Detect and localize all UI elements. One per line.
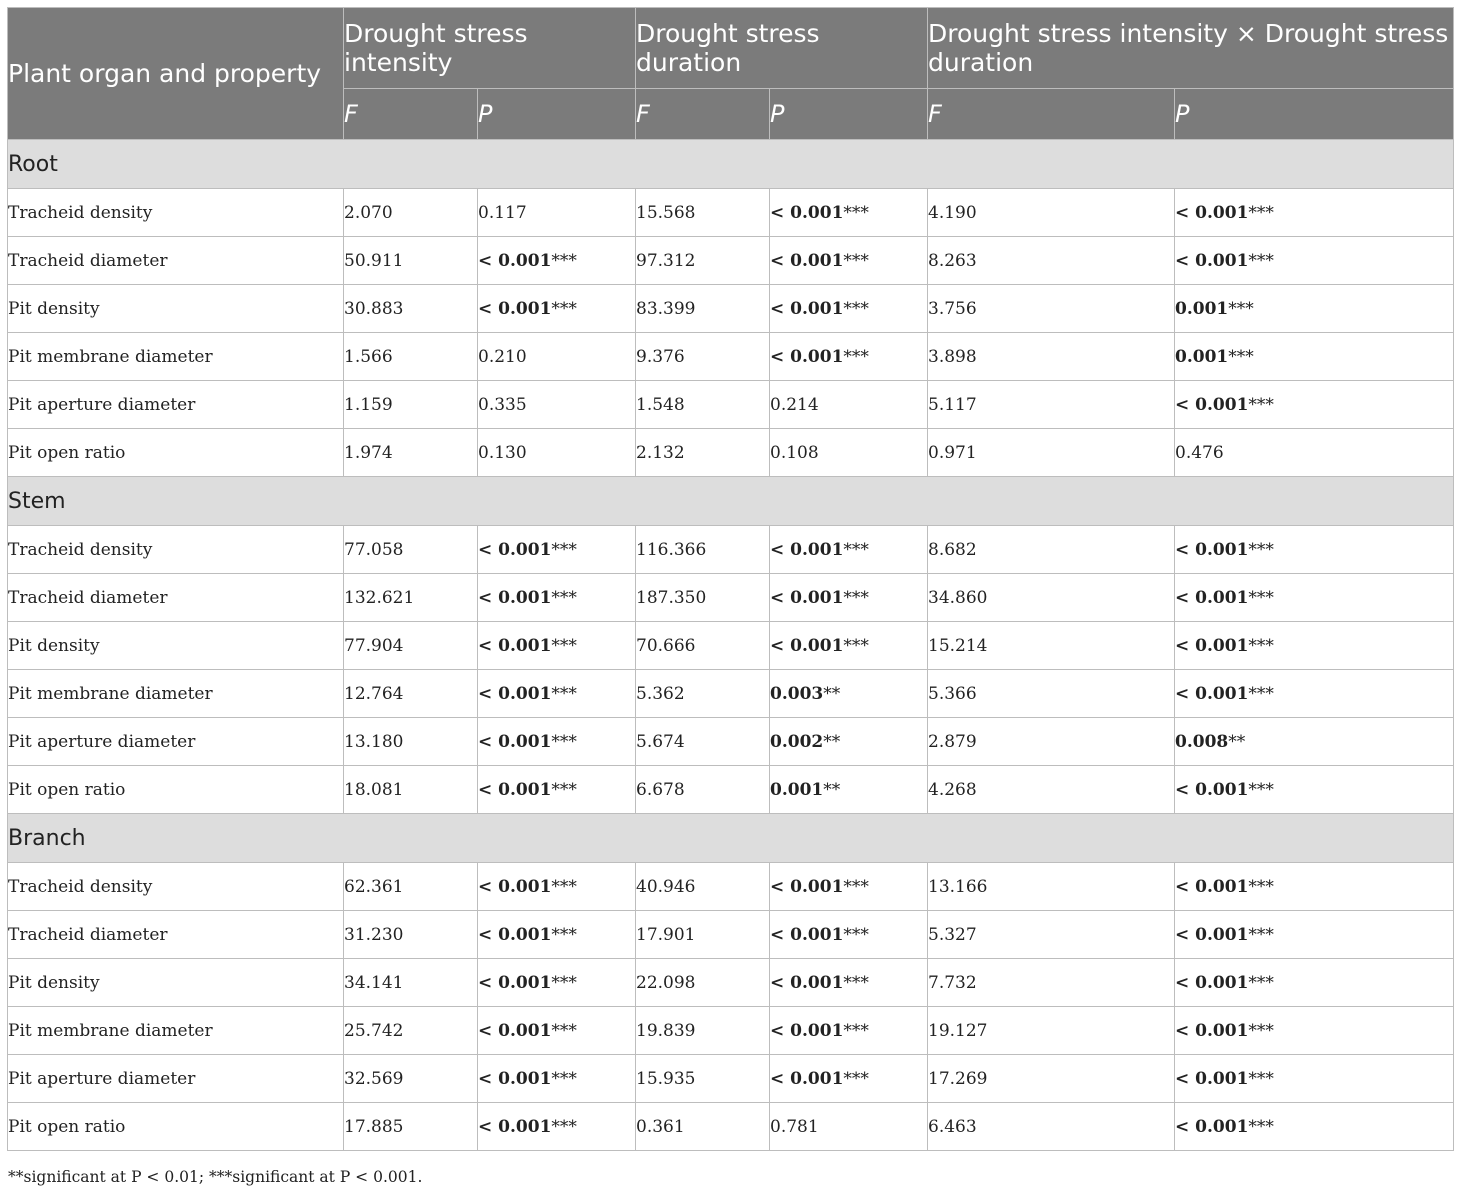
property-cell: Pit open ratio [8, 429, 344, 477]
p-value-cell [1175, 863, 1454, 911]
p-value-cell [1175, 766, 1454, 814]
f-value-cell: 8.263 [928, 237, 1175, 285]
p-value-cell [478, 189, 636, 237]
p-value-cell [770, 718, 928, 766]
p-value: 0.130 [478, 442, 527, 463]
p-value-cell [770, 1055, 928, 1103]
property-cell: Pit density [8, 959, 344, 1007]
f-value-cell: 34.141 [344, 959, 478, 1007]
p-value: < 0.001 [770, 924, 844, 945]
p-value-cell [1175, 333, 1454, 381]
p-value-cell [478, 285, 636, 333]
organ-group-label: Stem [8, 477, 1454, 526]
significance-marker: *** [1248, 394, 1274, 415]
p-value-cell [770, 574, 928, 622]
p-value: 0.335 [478, 394, 527, 415]
f-value-cell: 19.839 [636, 1007, 770, 1055]
interaction-header: Drought stress intensity × Drought stress duration [928, 8, 1454, 89]
table-row [8, 1007, 1454, 1055]
f-value-cell: 17.885 [344, 1103, 478, 1151]
significance-marker: *** [1248, 972, 1274, 993]
property-cell: Tracheid density [8, 526, 344, 574]
significance-marker: *** [843, 298, 869, 319]
significance-marker: *** [551, 1068, 577, 1089]
p-value-cell [1175, 1007, 1454, 1055]
significance-marker: *** [551, 1020, 577, 1041]
table-row [8, 1103, 1454, 1151]
significance-marker: *** [843, 635, 869, 656]
organ-column-header: Plant organ and property [8, 8, 344, 140]
p-value: < 0.001 [770, 539, 844, 560]
p-value: < 0.001 [478, 1020, 552, 1041]
f-value-cell: 5.366 [928, 670, 1175, 718]
f-value-cell: 1.974 [344, 429, 478, 477]
p-value: < 0.001 [770, 972, 844, 993]
p-value-cell [478, 718, 636, 766]
p-value-cell [770, 959, 928, 1007]
property-cell: Pit membrane diameter [8, 670, 344, 718]
f-value-cell: 5.362 [636, 670, 770, 718]
p-value-cell [478, 766, 636, 814]
p-value: 0.001 [1175, 346, 1229, 367]
p-value: 0.117 [478, 202, 527, 223]
property-cell: Pit open ratio [8, 766, 344, 814]
significance-marker: *** [551, 779, 577, 800]
p-value-cell [770, 285, 928, 333]
p-value: 0.781 [770, 1116, 819, 1137]
p-value-cell [770, 526, 928, 574]
table-row [8, 189, 1454, 237]
p-value: < 0.001 [478, 924, 552, 945]
p-value: < 0.001 [770, 876, 844, 897]
intensity-header: Drought stress intensity [344, 8, 636, 89]
f-value-cell: 132.621 [344, 574, 478, 622]
f-value-cell: 9.376 [636, 333, 770, 381]
p-value: 0.008 [1175, 731, 1229, 752]
p-value: 0.002 [770, 731, 824, 752]
significance-marker: ** [823, 779, 841, 800]
significance-marker: *** [843, 250, 869, 271]
p-value: < 0.001 [770, 202, 844, 223]
property-cell: Tracheid diameter [8, 911, 344, 959]
organ-group-row [8, 140, 1454, 189]
significance-marker: *** [843, 876, 869, 897]
p-value: < 0.001 [478, 876, 552, 897]
f-value-cell: 2.132 [636, 429, 770, 477]
f-value-cell: 3.898 [928, 333, 1175, 381]
f-value-cell: 5.117 [928, 381, 1175, 429]
f-value-cell: 13.166 [928, 863, 1175, 911]
p-value-cell [478, 526, 636, 574]
significance-marker: *** [1248, 1068, 1274, 1089]
f-value-cell: 77.058 [344, 526, 478, 574]
significance-marker: *** [551, 539, 577, 560]
f-value-cell: 2.070 [344, 189, 478, 237]
p-value-cell [770, 381, 928, 429]
p-value-cell [478, 574, 636, 622]
significance-marker: *** [551, 298, 577, 319]
p-value-cell [478, 1055, 636, 1103]
p-value-cell [478, 622, 636, 670]
significance-marker: *** [551, 972, 577, 993]
p-value-cell [1175, 237, 1454, 285]
significance-marker: *** [843, 1068, 869, 1089]
f-value-cell: 5.674 [636, 718, 770, 766]
p-value-cell [478, 911, 636, 959]
f-value-cell: 15.935 [636, 1055, 770, 1103]
f-header: F [636, 89, 770, 140]
f-value-cell: 12.764 [344, 670, 478, 718]
p-value-cell [770, 1007, 928, 1055]
f-value-cell: 0.971 [928, 429, 1175, 477]
significance-marker: *** [551, 876, 577, 897]
p-value: < 0.001 [770, 635, 844, 656]
p-value-cell [1175, 911, 1454, 959]
property-cell: Tracheid diameter [8, 574, 344, 622]
significance-marker: *** [1248, 250, 1274, 271]
property-cell: Pit aperture diameter [8, 1055, 344, 1103]
p-value-cell [1175, 381, 1454, 429]
property-cell: Tracheid diameter [8, 237, 344, 285]
organ-group-label: Branch [8, 814, 1454, 863]
f-value-cell: 15.214 [928, 622, 1175, 670]
p-value: 0.214 [770, 394, 819, 415]
p-value: < 0.001 [478, 250, 552, 271]
f-value-cell: 15.568 [636, 189, 770, 237]
p-value: < 0.001 [478, 1068, 552, 1089]
f-value-cell: 17.901 [636, 911, 770, 959]
p-value: < 0.001 [478, 298, 552, 319]
p-value-cell [770, 863, 928, 911]
f-value-cell: 62.361 [344, 863, 478, 911]
significance-marker: *** [551, 250, 577, 271]
table-footnote: **significant at P < 0.01; ***significant at P < 0.001. [8, 1168, 423, 1186]
significance-marker: *** [1248, 635, 1274, 656]
f-header: F [344, 89, 478, 140]
f-value-cell: 1.566 [344, 333, 478, 381]
p-value: < 0.001 [1175, 539, 1249, 560]
f-value-cell: 34.860 [928, 574, 1175, 622]
significance-marker: *** [843, 539, 869, 560]
f-value-cell: 0.361 [636, 1103, 770, 1151]
f-value-cell: 30.883 [344, 285, 478, 333]
f-value-cell: 8.682 [928, 526, 1175, 574]
table-row [8, 333, 1454, 381]
p-header: P [770, 89, 928, 140]
p-value: < 0.001 [478, 539, 552, 560]
p-value-cell [1175, 622, 1454, 670]
p-value-cell [1175, 574, 1454, 622]
significance-marker: ** [823, 731, 841, 752]
p-value: < 0.001 [1175, 1020, 1249, 1041]
significance-marker: *** [1248, 1020, 1274, 1041]
table-row [8, 237, 1454, 285]
property-cell: Pit open ratio [8, 1103, 344, 1151]
significance-marker: *** [843, 587, 869, 608]
p-value: 0.003 [770, 683, 824, 704]
p-value: < 0.001 [1175, 779, 1249, 800]
table-row [8, 670, 1454, 718]
significance-marker: *** [551, 635, 577, 656]
f-value-cell: 25.742 [344, 1007, 478, 1055]
significance-marker: *** [1228, 346, 1254, 367]
significance-marker: *** [551, 1116, 577, 1137]
p-value-cell [478, 1103, 636, 1151]
p-value: 0.001 [1175, 298, 1229, 319]
p-value: < 0.001 [1175, 1068, 1249, 1089]
f-value-cell: 83.399 [636, 285, 770, 333]
f-value-cell: 31.230 [344, 911, 478, 959]
f-value-cell: 1.159 [344, 381, 478, 429]
f-value-cell: 40.946 [636, 863, 770, 911]
p-value: < 0.001 [770, 1020, 844, 1041]
p-value: < 0.001 [770, 587, 844, 608]
p-value-cell [770, 766, 928, 814]
p-value: < 0.001 [1175, 587, 1249, 608]
significance-marker: *** [1248, 683, 1274, 704]
organ-group-row [8, 477, 1454, 526]
p-value-cell [770, 237, 928, 285]
table-row [8, 766, 1454, 814]
p-value-cell [770, 1103, 928, 1151]
p-value-cell [770, 911, 928, 959]
significance-marker: *** [551, 731, 577, 752]
p-value: < 0.001 [1175, 635, 1249, 656]
table-row [8, 574, 1454, 622]
significance-marker: *** [1228, 298, 1254, 319]
p-value: < 0.001 [478, 731, 552, 752]
p-value-cell [478, 381, 636, 429]
f-value-cell: 4.190 [928, 189, 1175, 237]
p-header: P [1175, 89, 1454, 140]
p-value-cell [770, 622, 928, 670]
p-value-cell [478, 237, 636, 285]
significance-marker: *** [1248, 779, 1274, 800]
p-value: < 0.001 [1175, 972, 1249, 993]
p-value-cell [770, 670, 928, 718]
p-value: < 0.001 [1175, 1116, 1249, 1137]
p-value-cell [478, 1007, 636, 1055]
p-value: < 0.001 [478, 683, 552, 704]
p-value: < 0.001 [478, 635, 552, 656]
f-value-cell: 1.548 [636, 381, 770, 429]
p-value-cell [1175, 1055, 1454, 1103]
table-row [8, 381, 1454, 429]
f-value-cell: 3.756 [928, 285, 1175, 333]
table-row [8, 526, 1454, 574]
p-value: < 0.001 [478, 779, 552, 800]
significance-marker: *** [551, 587, 577, 608]
organ-group-label: Root [8, 140, 1454, 189]
table-row [8, 1055, 1454, 1103]
significance-marker: *** [843, 924, 869, 945]
p-value: < 0.001 [1175, 683, 1249, 704]
significance-marker: *** [1248, 539, 1274, 560]
property-cell: Tracheid density [8, 863, 344, 911]
p-value: < 0.001 [770, 1068, 844, 1089]
p-value: 0.001 [770, 779, 824, 800]
table-row [8, 718, 1454, 766]
f-value-cell: 7.732 [928, 959, 1175, 1007]
p-value-cell [1175, 959, 1454, 1007]
f-value-cell: 70.666 [636, 622, 770, 670]
significance-marker: *** [843, 202, 869, 223]
p-value-cell [478, 670, 636, 718]
property-cell: Tracheid density [8, 189, 344, 237]
table-row [8, 959, 1454, 1007]
f-value-cell: 32.569 [344, 1055, 478, 1103]
table-row [8, 622, 1454, 670]
duration-header: Drought stress duration [636, 8, 928, 89]
p-value-cell [1175, 670, 1454, 718]
p-value-cell [478, 863, 636, 911]
significance-marker: ** [823, 683, 841, 704]
f-value-cell: 116.366 [636, 526, 770, 574]
f-value-cell: 22.098 [636, 959, 770, 1007]
p-value-cell [1175, 718, 1454, 766]
p-value: < 0.001 [1175, 250, 1249, 271]
f-value-cell: 18.081 [344, 766, 478, 814]
p-header: P [478, 89, 636, 140]
p-value: < 0.001 [478, 1116, 552, 1137]
p-value-cell [770, 333, 928, 381]
p-value: 0.210 [478, 346, 527, 367]
p-value-cell [478, 333, 636, 381]
p-value: < 0.001 [478, 587, 552, 608]
p-value: 0.108 [770, 442, 819, 463]
f-value-cell: 6.463 [928, 1103, 1175, 1151]
p-value: < 0.001 [1175, 876, 1249, 897]
p-value: < 0.001 [478, 972, 552, 993]
significance-marker: *** [551, 924, 577, 945]
table-row [8, 863, 1454, 911]
p-value: < 0.001 [1175, 924, 1249, 945]
f-value-cell: 5.327 [928, 911, 1175, 959]
property-cell: Pit membrane diameter [8, 333, 344, 381]
p-value: < 0.001 [770, 346, 844, 367]
significance-marker: *** [551, 683, 577, 704]
significance-marker: *** [843, 1020, 869, 1041]
table-row [8, 285, 1454, 333]
p-value-cell [1175, 1103, 1454, 1151]
significance-marker: *** [1248, 202, 1274, 223]
table-row [8, 911, 1454, 959]
table-row [8, 429, 1454, 477]
table-body [8, 140, 1454, 1151]
p-value: < 0.001 [770, 298, 844, 319]
p-value: < 0.001 [1175, 202, 1249, 223]
p-value: < 0.001 [770, 250, 844, 271]
property-cell: Pit membrane diameter [8, 1007, 344, 1055]
significance-marker: *** [1248, 876, 1274, 897]
f-value-cell: 19.127 [928, 1007, 1175, 1055]
f-value-cell: 17.269 [928, 1055, 1175, 1103]
significance-marker: *** [1248, 924, 1274, 945]
f-value-cell: 2.879 [928, 718, 1175, 766]
property-cell: Pit aperture diameter [8, 718, 344, 766]
property-cell: Pit aperture diameter [8, 381, 344, 429]
significance-marker: ** [1228, 731, 1246, 752]
anova-table [7, 7, 1454, 1151]
f-header: F [928, 89, 1175, 140]
f-value-cell: 6.678 [636, 766, 770, 814]
p-value: < 0.001 [1175, 394, 1249, 415]
significance-marker: *** [843, 346, 869, 367]
property-cell: Pit density [8, 285, 344, 333]
p-value-cell [1175, 189, 1454, 237]
p-value-cell [1175, 429, 1454, 477]
f-value-cell: 187.350 [636, 574, 770, 622]
significance-marker: *** [1248, 1116, 1274, 1137]
p-value-cell [478, 959, 636, 1007]
organ-group-row [8, 814, 1454, 863]
p-value-cell [1175, 526, 1454, 574]
f-value-cell: 50.911 [344, 237, 478, 285]
f-value-cell: 13.180 [344, 718, 478, 766]
significance-marker: *** [843, 972, 869, 993]
significance-marker: *** [1248, 587, 1274, 608]
f-value-cell: 4.268 [928, 766, 1175, 814]
p-value-cell [770, 189, 928, 237]
p-value: 0.476 [1175, 442, 1224, 463]
f-value-cell: 97.312 [636, 237, 770, 285]
p-value-cell [770, 429, 928, 477]
property-cell: Pit density [8, 622, 344, 670]
p-value-cell [478, 429, 636, 477]
f-value-cell: 77.904 [344, 622, 478, 670]
p-value-cell [1175, 285, 1454, 333]
